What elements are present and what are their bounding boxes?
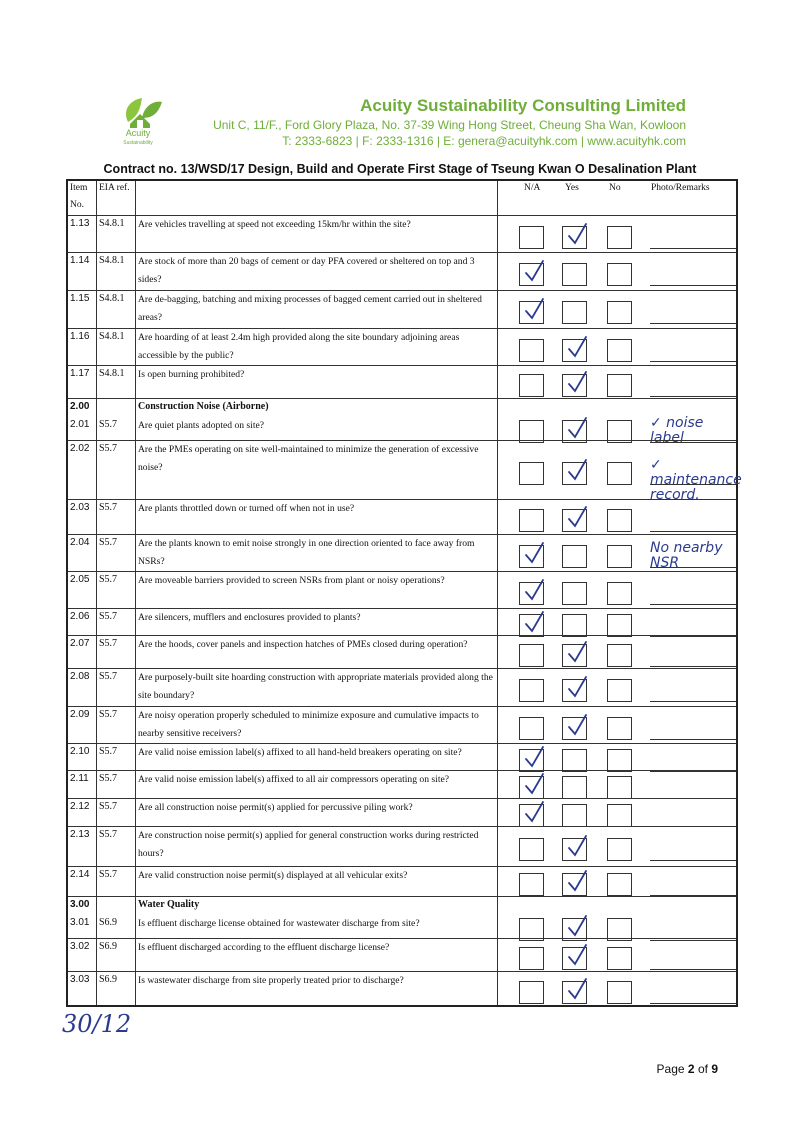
remarks-line: [650, 396, 736, 397]
checkbox-na[interactable]: [519, 374, 544, 397]
checkbox-no[interactable]: [607, 509, 632, 532]
remarks-line: [650, 604, 736, 605]
item-number: 2.12: [70, 801, 90, 812]
checkbox-na[interactable]: [519, 679, 544, 702]
checklist-question: Is effluent discharge license obtained for wastewater discharge from site?: [138, 918, 420, 929]
check-mark-icon: [521, 259, 547, 285]
item-number: 3.02: [70, 941, 90, 952]
checklist-question: Are noisy operation properly scheduled to minimize exposure and cumulative impacts to nearby sensitive receivers?: [138, 710, 479, 739]
check-mark-icon: [564, 977, 590, 1003]
section-number: 2.00: [70, 401, 90, 412]
header-eia-ref: EIA ref.: [99, 183, 130, 193]
checkbox-yes[interactable]: [562, 263, 587, 286]
checkbox-no[interactable]: [607, 614, 632, 637]
company-name: Acuity Sustainability Consulting Limited: [360, 96, 686, 115]
logo-subtext: Sustainability: [123, 140, 153, 146]
checklist-question: Are valid construction noise permit(s) displayed at all vehicular exits?: [138, 870, 408, 881]
item-number: 2.13: [70, 829, 90, 840]
checkbox-na[interactable]: [519, 339, 544, 362]
section-title: Construction Noise (Airborne): [138, 401, 269, 412]
col-divider: [96, 181, 97, 1005]
item-number: 1.14: [70, 255, 90, 266]
check-mark-icon: [521, 541, 547, 567]
eia-ref: S5.7: [99, 746, 118, 757]
handwritten-remark: ✓ noise label: [650, 415, 704, 446]
checkbox-no[interactable]: [607, 749, 632, 772]
item-number: 1.16: [70, 331, 90, 342]
check-mark-icon: [521, 772, 547, 798]
check-mark-icon: [564, 914, 590, 940]
checklist-question: Are valid noise emission label(s) affixed to all air compressors operating on site?: [138, 774, 450, 785]
item-number: 1.17: [70, 368, 90, 379]
checklist-question: Is effluent discharged according to the effluent discharge license?: [138, 942, 390, 953]
checkbox-yes[interactable]: [562, 614, 587, 637]
remarks-line: [650, 531, 736, 532]
check-mark-icon: [564, 335, 590, 361]
item-number: 2.05: [70, 574, 90, 585]
remarks-line: [650, 940, 736, 941]
checkbox-na[interactable]: [519, 717, 544, 740]
check-mark-icon: [564, 370, 590, 396]
check-mark-icon: [521, 297, 547, 323]
eia-ref: S4.8.1: [99, 331, 125, 342]
item-number: 2.01: [70, 419, 90, 430]
checkbox-yes[interactable]: [562, 582, 587, 605]
checkbox-no[interactable]: [607, 582, 632, 605]
check-mark-icon: [564, 713, 590, 739]
eia-ref: S4.8.1: [99, 368, 125, 379]
checkbox-no[interactable]: [607, 462, 632, 485]
check-mark-icon: [564, 943, 590, 969]
checkbox-no[interactable]: [607, 263, 632, 286]
eia-ref: S5.7: [99, 419, 118, 430]
checkbox-no[interactable]: [607, 679, 632, 702]
eia-ref: S5.7: [99, 801, 118, 812]
company-contact: T: 2333-6823 | F: 2333-1316 | E: genera@acuityhk.com | www.acuityhk.com: [282, 134, 686, 148]
checklist-question: Are de-bagging, batching and mixing processes of bagged cement carried out in sheltered areas?: [138, 294, 482, 323]
checklist-question: Are construction noise permit(s) applied for general construction works during restricted hours?: [138, 830, 479, 859]
checklist-question: Are purposely-built site hoarding construction with appropriate materials provided along the site boundary?: [138, 672, 493, 701]
eia-ref: S6.9: [99, 941, 118, 952]
checkbox-no[interactable]: [607, 947, 632, 970]
item-number: 2.07: [70, 638, 90, 649]
remarks-line: [650, 285, 736, 286]
eia-ref: S5.7: [99, 443, 118, 454]
item-number: 2.14: [70, 869, 90, 880]
header-item-no: No.: [70, 200, 84, 210]
eia-ref: S5.7: [99, 829, 118, 840]
checkbox-na[interactable]: [519, 873, 544, 896]
remarks-line: [650, 666, 736, 667]
check-mark-icon: [521, 745, 547, 771]
check-mark-icon: [521, 578, 547, 604]
header-photo-remarks: Photo/Remarks: [651, 183, 710, 193]
checkbox-no[interactable]: [607, 644, 632, 667]
item-number: 1.13: [70, 218, 90, 229]
letterhead: [0, 0, 794, 160]
check-mark-icon: [564, 640, 590, 666]
eia-ref: S5.7: [99, 537, 118, 548]
remarks-line: [650, 248, 736, 249]
section-number: 3.00: [70, 899, 90, 910]
checkbox-na[interactable]: [519, 838, 544, 861]
contract-title: Contract no. 13/WSD/17 Design, Build and Operate First Stage of Tseung Kwan O Desalination Plant: [103, 162, 697, 176]
item-number: 2.03: [70, 502, 90, 513]
check-mark-icon: [564, 505, 590, 531]
col-divider: [135, 181, 136, 1005]
checklist-question: Are vehicles travelling at speed not exceeding 15km/hr within the site?: [138, 219, 411, 230]
eia-ref: S5.7: [99, 502, 118, 513]
section-divider: [68, 896, 736, 897]
checklist-question: Is wastewater discharge from site properly treated prior to discharge?: [138, 975, 404, 986]
checkbox-yes[interactable]: [562, 301, 587, 324]
eia-ref: S4.8.1: [99, 255, 125, 266]
item-number: 3.01: [70, 917, 90, 928]
eia-ref: S5.7: [99, 671, 118, 682]
eia-ref: S5.7: [99, 709, 118, 720]
checklist-question: Are stock of more than 20 bags of cement or day PFA covered or sheltered on top and 3 sides?: [138, 256, 475, 285]
remarks-line: [650, 361, 736, 362]
checkbox-na[interactable]: [519, 981, 544, 1004]
check-mark-icon: [564, 869, 590, 895]
checklist-question: Are all construction noise permit(s) applied for percussive piling work?: [138, 802, 413, 813]
eia-ref: S5.7: [99, 773, 118, 784]
check-mark-icon: [564, 416, 590, 442]
checklist-question: Are quiet plants adopted on site?: [138, 420, 265, 431]
eia-ref: S5.7: [99, 574, 118, 585]
remarks-line: [650, 636, 736, 637]
remarks-line: [650, 771, 736, 772]
checkbox-no[interactable]: [607, 717, 632, 740]
check-mark-icon: [564, 458, 590, 484]
item-number: 1.15: [70, 293, 90, 304]
checkbox-no[interactable]: [607, 981, 632, 1004]
remarks-line: [650, 1003, 736, 1004]
eia-ref: S6.9: [99, 974, 118, 985]
checkbox-yes[interactable]: [562, 545, 587, 568]
handwritten-date: 30/12: [62, 1010, 132, 1038]
item-number: 3.03: [70, 974, 90, 985]
page-number: Page 2 of 9: [656, 1062, 718, 1076]
eia-ref: S5.7: [99, 869, 118, 880]
checkbox-no[interactable]: [607, 374, 632, 397]
checkbox-yes[interactable]: [562, 804, 587, 827]
checkbox-no[interactable]: [607, 838, 632, 861]
item-number: 2.10: [70, 746, 90, 757]
remarks-line: [650, 739, 736, 740]
item-number: 2.04: [70, 537, 90, 548]
eia-ref: S5.7: [99, 611, 118, 622]
check-mark-icon: [564, 675, 590, 701]
checklist-question: Are hoarding of at least 2.4m high provided along the site boundary adjoining areas accessible by the public?: [138, 332, 460, 361]
checkbox-yes[interactable]: [562, 749, 587, 772]
checklist-question: Are the PMEs operating on site well-maintained to minimize the generation of excessive noise?: [138, 444, 479, 473]
eia-ref: S5.7: [99, 638, 118, 649]
check-mark-icon: [564, 834, 590, 860]
checklist-question: Are valid noise emission label(s) affixed to all hand-held breakers operating on site?: [138, 747, 462, 758]
checkbox-no[interactable]: [607, 301, 632, 324]
handwritten-remark: No nearby NSR: [650, 540, 723, 571]
remarks-line: [650, 969, 736, 970]
checklist-table: [66, 179, 742, 1007]
header-yes: Yes: [565, 183, 579, 193]
company-address: Unit C, 11/F., Ford Glory Plaza, No. 37-39 Wing Hong Street, Cheung Sha Wan, Kowloon: [213, 118, 686, 132]
item-number: 2.08: [70, 671, 90, 682]
remarks-line: [650, 860, 736, 861]
eia-ref: S4.8.1: [99, 218, 125, 229]
checkbox-no[interactable]: [607, 776, 632, 799]
checkbox-no[interactable]: [607, 545, 632, 568]
checkbox-na[interactable]: [519, 947, 544, 970]
checkbox-no[interactable]: [607, 804, 632, 827]
checkbox-no[interactable]: [607, 873, 632, 896]
section-divider: [68, 398, 736, 399]
checklist-question: Are moveable barriers provided to screen NSRs from plant or noisy operations?: [138, 575, 445, 586]
checklist-question: Are plants throttled down or turned off when not in use?: [138, 503, 355, 514]
remarks-line: [650, 323, 736, 324]
checkbox-na[interactable]: [519, 509, 544, 532]
check-mark-icon: [521, 610, 547, 636]
item-number: 2.09: [70, 709, 90, 720]
checkbox-no[interactable]: [607, 226, 632, 249]
checklist-question: Are the hoods, cover panels and inspection hatches of PMEs closed during operation?: [138, 639, 468, 650]
checkbox-na[interactable]: [519, 226, 544, 249]
item-number: 2.02: [70, 443, 90, 454]
header-na: N/A: [524, 183, 541, 193]
checkbox-na[interactable]: [519, 644, 544, 667]
item-number: 2.06: [70, 611, 90, 622]
checkbox-na[interactable]: [519, 462, 544, 485]
checkbox-yes[interactable]: [562, 776, 587, 799]
logo-text: Acuity: [125, 128, 151, 138]
section-title: Water Quality: [138, 899, 200, 910]
check-mark-icon: [521, 800, 547, 826]
handwritten-remark: ✓ maintenance record.: [650, 457, 742, 503]
item-number: 2.11: [70, 773, 89, 784]
eia-ref: S4.8.1: [99, 293, 125, 304]
check-mark-icon: [564, 222, 590, 248]
checklist-question: Are the plants known to emit noise strongly in one direction oriented to face away from NSRs?: [138, 538, 475, 567]
remarks-line: [650, 701, 736, 702]
header-item: Item: [70, 183, 88, 193]
checklist-question: Are silencers, mufflers and enclosures provided to plants?: [138, 612, 361, 623]
checkbox-no[interactable]: [607, 339, 632, 362]
checklist-question: Is open burning prohibited?: [138, 369, 245, 380]
header-no: No: [609, 183, 621, 193]
eia-ref: S6.9: [99, 917, 118, 928]
